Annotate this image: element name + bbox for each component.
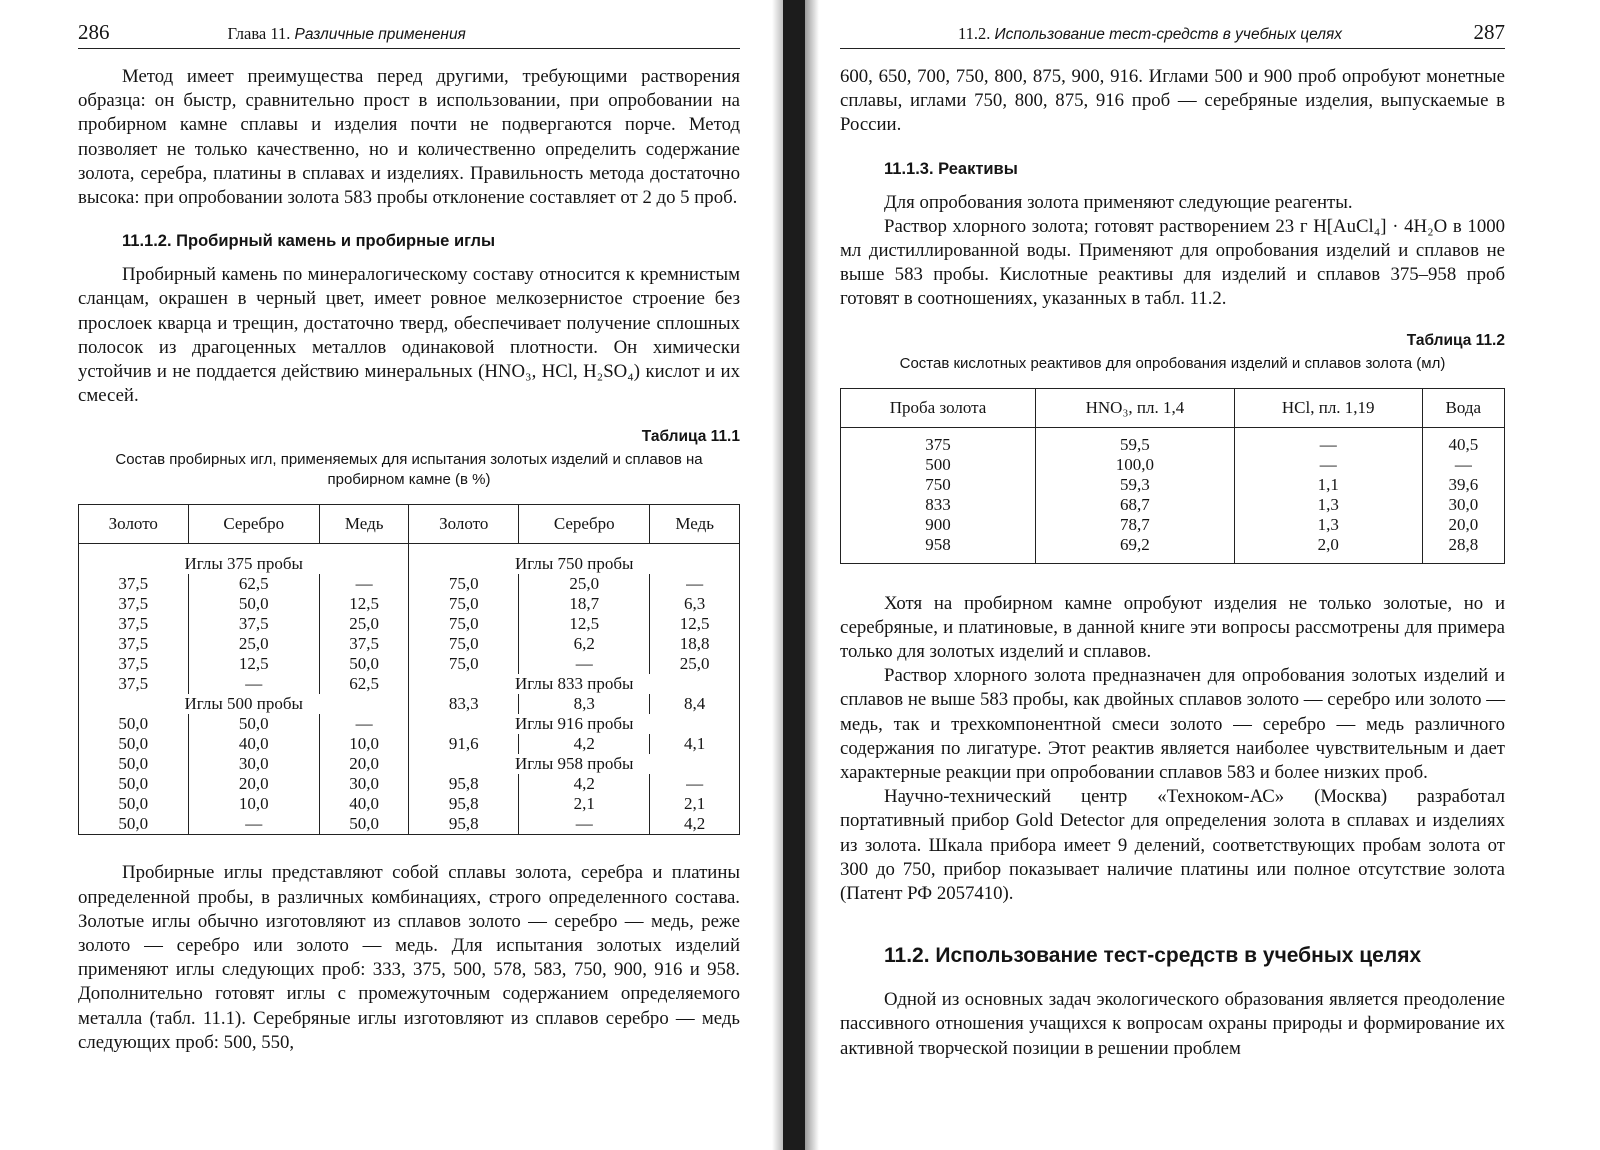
table-1-header-cell: Медь — [650, 505, 740, 544]
table-1-spacer-cell — [79, 544, 189, 555]
table-1-spacer-cell — [319, 544, 409, 555]
reagents-paragraph: Раствор хлорного золота; готовят растворением 23 г H[AuCl₄] · 4H₂O в 1000 мл дистиллированной воды. Применяют для опробования изделий и сплавов не выше 583 пробы. Кислотные реактивы для изделий и сплавов 375–958 проб готовят в соотношениях, указанных в табл. 11.2. — [840, 215, 1505, 310]
table-1-cell: 40,0 — [188, 734, 319, 754]
right-section-title — [840, 24, 1464, 44]
table-1-cell: 30,0 — [319, 774, 409, 794]
table-1-cell: — — [650, 574, 740, 594]
table-2-cell: 78,7 — [1120, 514, 1150, 534]
table-1-cell: 50,0 — [118, 714, 149, 734]
table-1-cell: 37,5 — [319, 634, 409, 654]
table-1-cell: — — [188, 674, 319, 694]
table-row — [79, 654, 740, 674]
table-2-cell: 39,6 — [1448, 474, 1479, 494]
table-row — [79, 814, 740, 835]
table-2-cell: 900 — [925, 514, 951, 534]
table-1-spacer-row — [79, 544, 740, 555]
table-2-column-values — [1040, 435, 1230, 555]
section-prefix: 11.2. — [958, 24, 991, 43]
table-1-cell: — — [188, 814, 319, 835]
table-1-body — [79, 544, 740, 835]
table-1-cell: 6,3 — [650, 594, 740, 614]
final-paragraph: Одной из основных задач экологического образования является преодоление пассивного отношения учащихся к вопросам охраны природы и формирование их активной творческой позиции в решении проблем — [840, 989, 1505, 1059]
table-1-cell: 75,0 — [409, 574, 519, 594]
needles-paragraph: Пробирные иглы представляют собой сплавы золота, серебра и платины определенной пробы, в различных комбинациях, строго определенного состава. Золотые иглы обычно изготовляют из сплавов золото — серебро — медь, реже золото — серебро или золото — медь. Для испытания золотых изделий применяют иглы следующих проб: 333, 375, 500, 578, 583, 750, 900, 916 и 958. Дополнительно готовят иглы с промежуточным содержанием определяемого металла (табл. 11.1). Серебряные иглы изготовляют из сплавов серебро — медь следующих проб: 500, 550, — [78, 862, 740, 1053]
table-2-cell: 375 — [925, 434, 951, 454]
table-1-header-cell: Медь — [319, 505, 409, 544]
table-1-cell: — — [519, 654, 650, 674]
table-1-cell: 50,0 — [188, 714, 319, 734]
table-1-cell: — — [650, 774, 740, 794]
table-1-cell: 37,5 — [118, 574, 149, 594]
table-2-column — [1234, 427, 1422, 563]
table-row — [79, 754, 740, 774]
needle-group-label: Иглы 375 пробы — [184, 554, 303, 574]
table-1-cell: 4,1 — [650, 734, 740, 754]
right-page-number: 287 — [1473, 20, 1505, 44]
table-1-label: Таблица 11.1 — [641, 428, 740, 446]
table-row — [79, 714, 740, 734]
table-2-cell: — — [1319, 434, 1337, 454]
table-1-cell: 50,0 — [118, 754, 149, 774]
intro-paragraph: Метод имеет преимущества перед другими, требующими растворения образца: он быстр, сравнительно прост в использовании, при опробовании на пробирном камне сплавы и изделия почти не подвергаются порче. Метод позволяет не только качественно, но и количественно определить содержание золота, серебра, платины в сплавах и изделиях. Правильность метода достаточно высока: при опробовании золота 583 пробы отклонение составляет от 2 до 5 проб. — [78, 66, 740, 209]
needle-group-label: Иглы 916 пробы — [409, 714, 740, 734]
chapter-prefix: Глава 11. — [227, 24, 291, 43]
paragraph-1: Хотя на пробирном камне опробуют изделия не только золотые, но и серебряные, и платиновые, в данной книге эти вопросы рассмотрены для примера только для золотых изделий и сплавов. — [840, 592, 1505, 663]
table-2-column — [1422, 427, 1504, 563]
table-1-header-row — [79, 505, 740, 544]
table-2-cell: — — [1454, 454, 1472, 474]
table-1-cell: 50,0 — [118, 794, 149, 814]
table-2-cell: 750 — [925, 474, 951, 494]
table-1-cell: 6,2 — [519, 634, 650, 654]
table-2-column — [1036, 427, 1235, 563]
table-1-cell: 8,3 — [519, 694, 650, 714]
table-1-cell: 12,5 — [650, 614, 740, 634]
table-2-cell: 500 — [925, 454, 951, 474]
table-1-cell: 12,5 — [519, 614, 650, 634]
table-1-cell: 50,0 — [118, 774, 149, 794]
table-row — [79, 694, 740, 714]
table-2-column-values — [1239, 435, 1418, 555]
table-1-cell: 30,0 — [188, 754, 319, 774]
table-1-cell: 25,0 — [319, 614, 409, 634]
reagents-heading: 11.1.3. Реактивы — [884, 159, 1018, 178]
table-2-cell: 20,0 — [1448, 514, 1479, 534]
table-2-column-values — [845, 435, 1031, 555]
needle-group-label: Иглы 500 пробы — [184, 694, 303, 714]
table-1-cell: 12,5 — [319, 594, 409, 614]
table-1-header-cell: Золото — [79, 505, 189, 544]
table-row — [79, 594, 740, 614]
table-2-cell: 1,3 — [1317, 494, 1339, 514]
table-2-caption: Состав кислотных реактивов для опробования изделий и сплавов золота (мл) — [899, 354, 1446, 372]
table-2-cell: 28,8 — [1448, 534, 1479, 554]
table-1-cell: 8,4 — [650, 694, 740, 714]
table-1-cell: 2,1 — [519, 794, 650, 814]
stone-paragraph: Пробирный камень по минералогическому составу относится к кремнистым сланцам, окрашен в черный цвет, имеет ровное мелкозернистое строение без прослоек кварца и трещин, достаточно тверд, обеспечивает получение сплошных полосок из драгоценных металлов одинаковой плотности. Он химически устойчив и не поддается действию минеральных (HNO₃, HCl, H₂SO₄) кислот и их смесей. — [78, 264, 740, 407]
table-1 — [78, 504, 740, 835]
table-1-cell: 20,0 — [188, 774, 319, 794]
table-2-data-row — [841, 427, 1505, 563]
table-2-header-cell: HCl, пл. 1,19 — [1234, 388, 1422, 427]
table-1-cell: 50,0 — [118, 814, 149, 834]
table-2-header-cell: Проба золота — [841, 388, 1036, 427]
table-1-cell: 91,6 — [409, 734, 519, 754]
table-1-header-cell: Серебро — [519, 505, 650, 544]
table-2-cell: 958 — [925, 534, 951, 554]
table-1-cell: — — [319, 574, 409, 594]
table-1-spacer-cell — [188, 544, 319, 555]
table-2-cell: 69,2 — [1120, 534, 1150, 554]
table-1-cell: 20,0 — [319, 754, 409, 774]
table-row — [79, 554, 740, 574]
table-row — [79, 674, 740, 694]
table-1-cell: 37,5 — [118, 594, 149, 614]
table-1-caption: Состав пробирных игл, применяемых для испытания золотых изделий и сплавов на пробирном камне (в %) — [115, 451, 703, 489]
table-1-cell: 95,8 — [409, 814, 519, 835]
table-1-header-cell: Золото — [409, 505, 519, 544]
section-title: Использование тест-средств в учебных целях — [994, 26, 1343, 43]
table-1-cell: 25,0 — [188, 634, 319, 654]
table-1-cell: 4,2 — [650, 814, 740, 835]
table-1-cell: — — [319, 714, 409, 734]
table-1-cell: 37,5 — [118, 674, 149, 694]
table-row — [79, 634, 740, 654]
table-1-cell: 25,0 — [650, 654, 740, 674]
table-1-cell: — — [519, 814, 650, 835]
table-1-cell: 18,8 — [650, 634, 740, 654]
table-1-cell: 75,0 — [409, 634, 519, 654]
continued-paragraph: 600, 650, 700, 750, 800, 875, 900, 916. Иглами 500 и 900 проб опробуют монетные сплавы, иглами 750, 800, 875, 916 проб — серебряные изделия, выпускаемые в России. — [840, 66, 1505, 136]
table-1-cell: 50,0 — [319, 814, 409, 835]
left-running-head — [78, 20, 740, 49]
table-1-cell: 62,5 — [188, 574, 319, 594]
table-1-cell: 12,5 — [188, 654, 319, 674]
table-1-cell: 10,0 — [188, 794, 319, 814]
table-row — [79, 794, 740, 814]
table-2-column — [841, 427, 1036, 563]
table-2-cell: 59,3 — [1120, 474, 1150, 494]
table-2-header-cell: HNO₃, пл. 1,4 — [1036, 388, 1235, 427]
table-1-cell: 75,0 — [409, 654, 519, 674]
table-1-cell: 50,0 — [118, 734, 149, 754]
table-2-cell: 68,7 — [1120, 494, 1150, 514]
table-1-cell: 25,0 — [519, 574, 650, 594]
table-1-cell: 83,3 — [409, 694, 519, 714]
reagents-intro: Для опробования золота применяют следующие реагенты. — [884, 191, 1353, 213]
table-2-cell: 40,5 — [1448, 434, 1479, 454]
table-row — [79, 614, 740, 634]
stone-section-heading: 11.1.2. Пробирный камень и пробирные иглы — [122, 232, 496, 251]
paragraph-3: Научно-технический центр «Техноком-АС» (Москва) разработал портативный прибор Gold Detector для определения золота в сплавах и изделиях из золота. Шкала прибора имеет 9 делений, соответствующих пробам золота от 300 до 750, прибор показывает наличие платины или полное отсутствие золота (Патент РФ 2057410). — [840, 786, 1505, 905]
table-1-cell: 4,2 — [519, 774, 650, 794]
left-chapter-title — [228, 24, 741, 44]
table-2-cell: — — [1319, 454, 1337, 474]
table-1-cell: 37,5 — [188, 614, 319, 634]
table-2-cell: 100,0 — [1115, 454, 1155, 474]
table-1-cell: 50,0 — [188, 594, 319, 614]
table-2-header-row — [841, 388, 1505, 427]
table-1-cell: 18,7 — [519, 594, 650, 614]
table-1-cell: 4,2 — [519, 734, 650, 754]
chapter-title: Различные применения — [294, 26, 466, 43]
table-1-cell: 75,0 — [409, 614, 519, 634]
right-running-head — [840, 20, 1505, 49]
table-1-cell: 2,1 — [650, 794, 740, 814]
table-1-cell: 37,5 — [118, 654, 149, 674]
table-1-cell: 95,8 — [409, 774, 519, 794]
table-1-spacer-cell — [409, 544, 519, 555]
table-1-cell: 10,0 — [319, 734, 409, 754]
needle-group-label: Иглы 833 пробы — [409, 674, 740, 694]
table-1-spacer-cell — [519, 544, 650, 555]
table-1-cell: 37,5 — [118, 634, 149, 654]
table-1-cell: 75,0 — [409, 594, 519, 614]
table-1-cell: 62,5 — [319, 674, 409, 694]
table-1-cell: 50,0 — [319, 654, 409, 674]
table-2-cell: 2,0 — [1317, 534, 1339, 554]
table-1-spacer-cell — [650, 544, 740, 555]
right-page — [810, 0, 1600, 1150]
needle-group-label: Иглы 750 пробы — [409, 554, 740, 574]
book-spine — [783, 0, 805, 1150]
table-1-header-cell: Серебро — [188, 505, 319, 544]
table-1-cell: 37,5 — [118, 614, 149, 634]
paragraph-2: Раствор хлорного золота предназначен для опробования золотых изделий и сплавов не выше 583 пробы, как двойных сплавов золото — серебро или золото — медь, так и трехкомпонентной смеси золото — серебро — медь различного содержания по лигатуре. Этот реактив является наиболее чувствительным и дает характерные реакции при опробовании сплавов 583 и более низких проб. — [840, 665, 1505, 784]
table-2-header-cell: Вода — [1422, 388, 1504, 427]
left-page-number: 286 — [78, 20, 110, 44]
table-2 — [840, 388, 1505, 564]
table-2-cell: 30,0 — [1448, 494, 1479, 514]
table-2-cell: 1,1 — [1317, 474, 1339, 494]
table-2-label: Таблица 11.2 — [1406, 331, 1505, 349]
left-page — [0, 0, 780, 1150]
table-2-cell: 833 — [925, 494, 951, 514]
table-2-cell: 59,5 — [1120, 434, 1150, 454]
section-11-2-heading: 11.2. Использование тест-средств в учебных целях — [884, 944, 1422, 968]
needle-group-label: Иглы 958 пробы — [409, 754, 740, 774]
table-1-cell: 95,8 — [409, 794, 519, 814]
table-row — [79, 734, 740, 754]
table-2-cell: 1,3 — [1317, 514, 1339, 534]
table-2-column-values — [1427, 435, 1500, 555]
table-row — [79, 574, 740, 594]
table-1-cell: 40,0 — [319, 794, 409, 814]
table-row — [79, 774, 740, 794]
